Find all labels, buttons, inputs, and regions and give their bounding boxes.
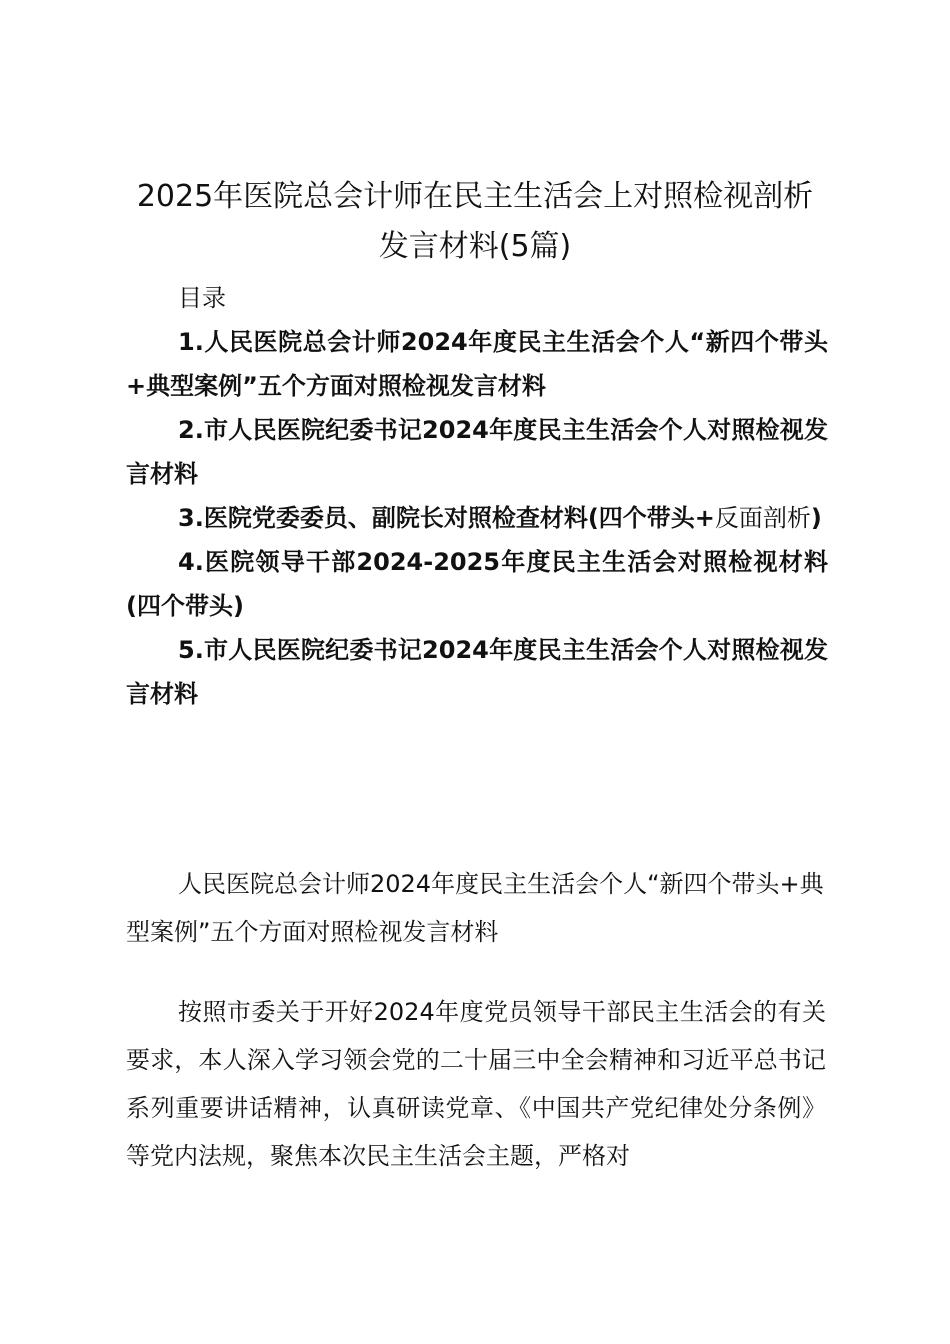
toc-item	[126, 628, 828, 716]
section-title: 人民医院总会计师2024年度民主生活会个人“新四个带头+典型案例”五个方面对照检视发言材料	[126, 870, 824, 946]
table-of-contents	[126, 320, 828, 716]
toc-item	[126, 496, 828, 540]
toc-item	[126, 408, 828, 496]
toc-item-text: 4.医院领导干部2024-2025年度民主生活会对照检视材料(四个带头)	[126, 548, 828, 620]
toc-item-text: 2.市人民医院纪委书记2024年度民主生活会个人对照检视发言材料	[126, 416, 828, 488]
toc-heading: 目录	[178, 284, 226, 312]
toc-item-text: 5.市人民医院纪委书记2024年度民主生活会个人对照检视发言材料	[126, 636, 828, 708]
toc-item	[126, 540, 828, 628]
toc-item-text: 1.人民医院总会计师2024年度民主生活会个人“新四个带头+典型案例”五个方面对照检视发言材料	[126, 328, 828, 400]
body-paragraph: 按照市委关于开好2024年度党员领导干部民主生活会的有关要求，本人深入学习领会党的二十届三中全会精神和习近平总书记系列重要讲话精神，认真研读党章、《中国共产党纪律处分条例》等党内法规，聚焦本次民主生活会主题，严格对	[126, 998, 826, 1170]
document-title: 2025年医院总会计师在民主生活会上对照检视剖析发言材料(5篇)	[136, 179, 814, 264]
toc-item-tail: )	[810, 504, 822, 532]
toc-item	[126, 320, 828, 408]
toc-item-suffix: 反面剖析	[714, 504, 811, 532]
toc-item-text: 3.医院党委委员、副院长对照检查材料(四个带头+	[178, 504, 715, 532]
